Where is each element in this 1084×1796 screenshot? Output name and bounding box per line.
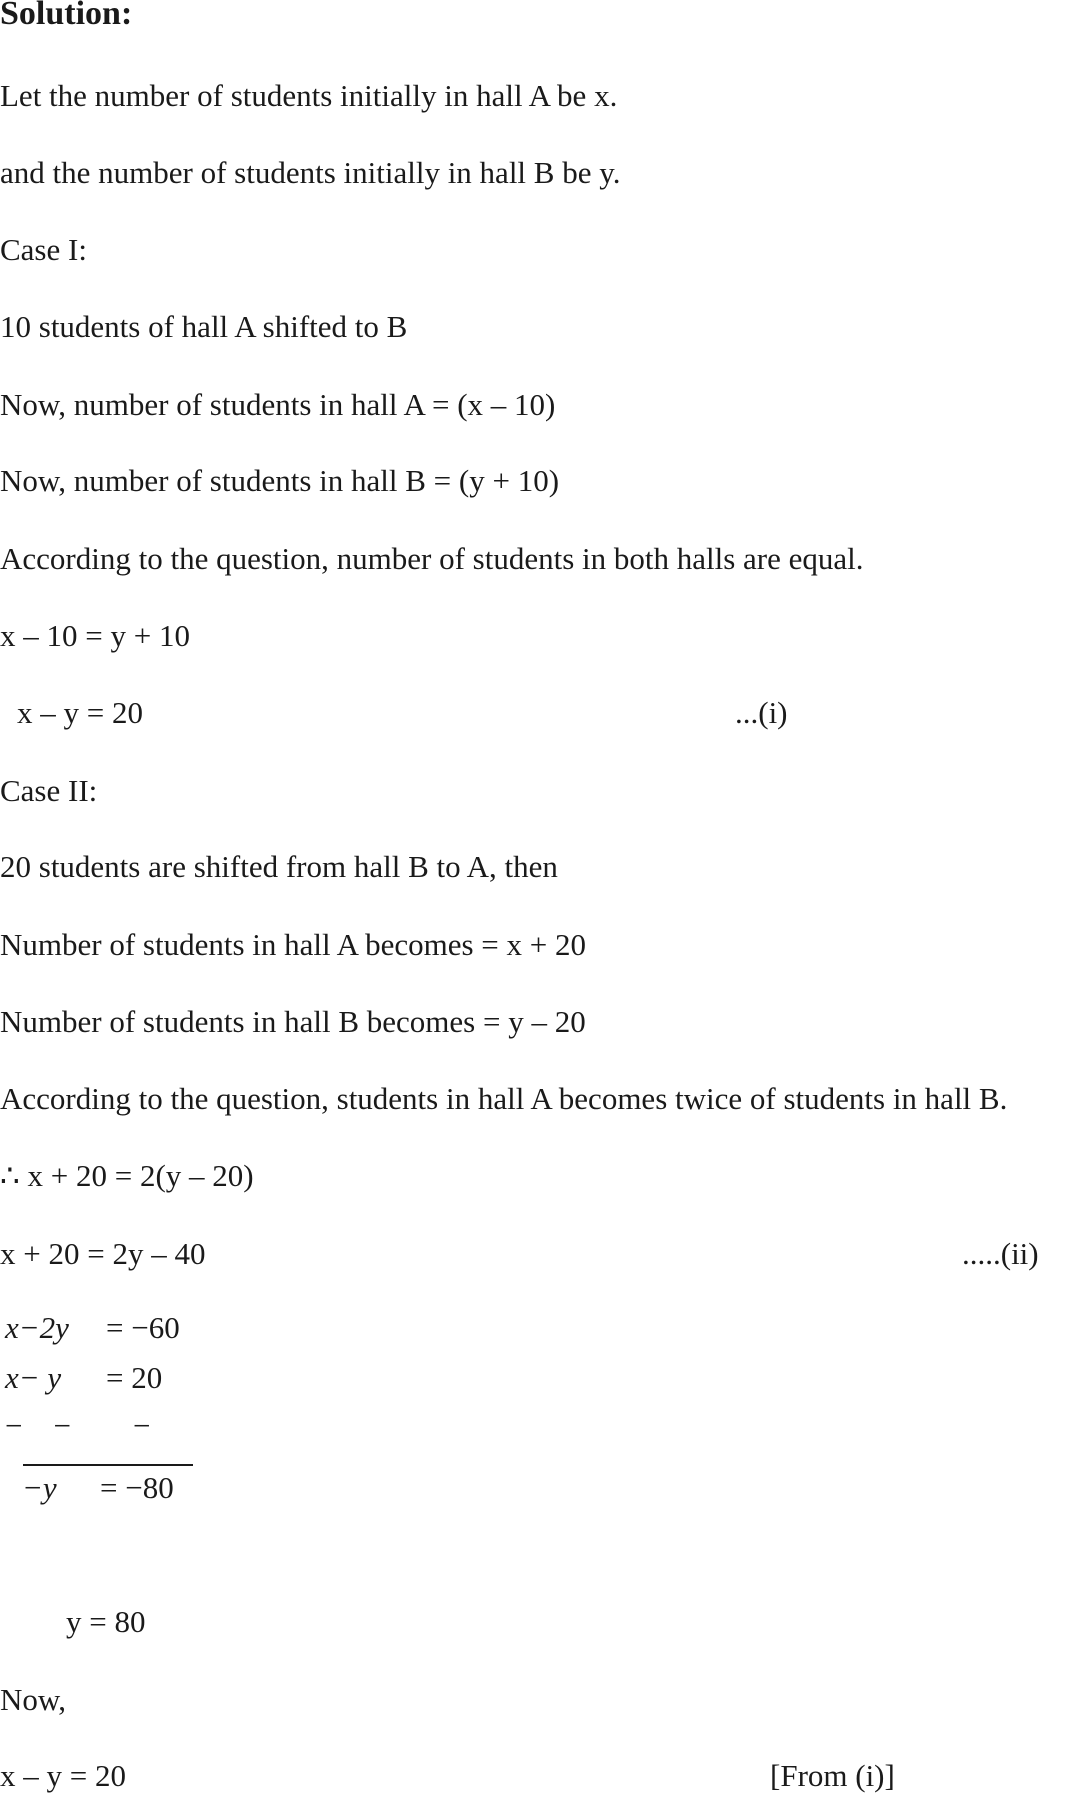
equation-tag: .....(ii) xyxy=(962,1236,1039,1271)
text-line: According to the question, number of students in both halls are equal. xyxy=(0,541,864,576)
text-line: Number of students in hall A becomes = x + 20 xyxy=(0,927,587,962)
text-line: Number of students in hall B becomes = y – 20 xyxy=(0,1004,586,1039)
text-line: Now, xyxy=(0,1682,67,1717)
text-line: 20 students are shifted from hall B to A, then xyxy=(0,849,558,884)
elimination-result-rhs: = −80 xyxy=(100,1470,174,1505)
text-line: Now, number of students in hall B = (y + 10) xyxy=(0,463,560,498)
text-line: Let the number of students initially in hall A be x. xyxy=(0,78,618,113)
equation-line: x + 20 = 2y – 40 xyxy=(0,1236,206,1271)
equation-line: y = 80 xyxy=(66,1604,146,1639)
equation-line: ∴ x + 20 = 2(y – 20) xyxy=(0,1158,254,1193)
elimination-signs: − − − xyxy=(5,1408,151,1443)
elimination-row2-rhs: = 20 xyxy=(106,1360,163,1395)
elimination-row1-lhs: x−2y xyxy=(5,1310,69,1345)
equation-line: x – 10 = y + 10 xyxy=(0,618,190,653)
text-line: and the number of students initially in hall B be y. xyxy=(0,155,621,190)
elimination-row2-lhs: x− y xyxy=(5,1360,62,1395)
elimination-row1-rhs: = −60 xyxy=(106,1310,180,1345)
elimination-rule xyxy=(23,1464,193,1466)
equation-line: x – y = 20 xyxy=(17,695,143,730)
equation-tag: [From (i)] xyxy=(770,1758,895,1793)
solution-heading: Solution: xyxy=(0,0,133,32)
text-line: Case II: xyxy=(0,773,98,808)
text-line: Case I: xyxy=(0,232,87,267)
elimination-result-lhs: −y xyxy=(22,1470,57,1505)
equation-tag: ...(i) xyxy=(735,695,788,730)
text-line: According to the question, students in hall A becomes twice of students in hall B. xyxy=(0,1081,1008,1116)
text-line: Now, number of students in hall A = (x – 10) xyxy=(0,387,556,422)
equation-line: x – y = 20 xyxy=(0,1758,126,1793)
text-line: 10 students of hall A shifted to B xyxy=(0,309,408,344)
